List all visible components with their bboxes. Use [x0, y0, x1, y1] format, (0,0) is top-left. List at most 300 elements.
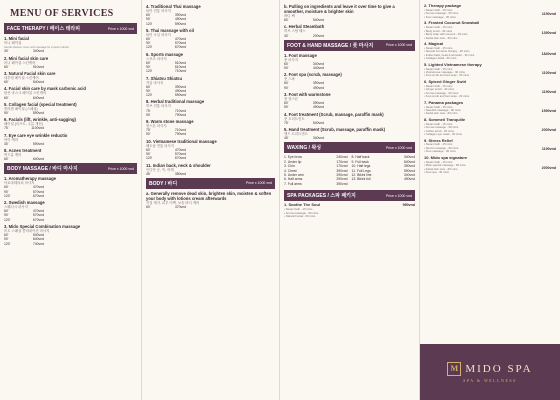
- service-description: Gentle cleanse, toner and massage for a quick refresh.: [4, 46, 70, 50]
- package-line: • Steam bath - 15 mins: [424, 25, 453, 30]
- duration: 90': [284, 66, 289, 71]
- menu-title: MENU OF SERVICES: [10, 8, 114, 19]
- service-name-kr: 페이셜 (리프트, 주름 개선): [4, 122, 43, 127]
- package-line: • Foot massage - 30 mins: [424, 14, 456, 19]
- service-name-kr: 핸드 트리트먼트: [284, 131, 308, 136]
- package-item: [424, 101, 556, 116]
- duration: 90': [146, 152, 151, 157]
- package-line: • Steam bath - 15 mins: [424, 7, 453, 12]
- service-name-kr: 스웨디시 마사지: [4, 205, 28, 210]
- service-name-kr: 베트남 전통 마사지: [146, 143, 175, 148]
- section-header-waxing: WAXING / 왁싱 Price x 1000 vnd: [284, 142, 415, 153]
- price: 470vnd: [32, 209, 44, 214]
- service-name: 5. Hand treatment (Scrub, massage, paraffin mask): [284, 126, 385, 132]
- price-row: [4, 242, 137, 246]
- waxing-price: 590vnd: [403, 168, 415, 173]
- waxing-area: 1. Eye brow: [284, 155, 302, 160]
- waxing-price: 340vnd: [403, 172, 415, 177]
- price: 540vnd: [312, 18, 324, 23]
- price-unit-note: Price x 1000 vnd: [385, 43, 412, 48]
- service-item: [4, 117, 137, 130]
- duration: 60': [284, 81, 289, 86]
- duration: 90': [146, 132, 151, 137]
- waxing-price: 390vnd: [403, 164, 415, 169]
- brand-name: MIDO SPA: [465, 362, 533, 375]
- section-title-kr: 풋 마사지: [352, 42, 374, 49]
- service-name-kr: 타이 전통 마사지: [146, 9, 171, 14]
- duration: 75': [146, 108, 151, 113]
- service-item: [284, 53, 415, 71]
- service-item: [146, 4, 275, 26]
- brand-logo: [447, 362, 532, 376]
- duration: 120': [4, 241, 11, 246]
- waxing-area: 13. Bikini full: [351, 177, 371, 182]
- service-name: 7. Shiatsu Shiatsu: [146, 75, 183, 81]
- price: 710vnd: [174, 108, 186, 113]
- brand-footer: [420, 344, 560, 400]
- service-name: 6. Sports massage: [146, 51, 184, 57]
- waxing-price: 240vnd: [336, 155, 348, 160]
- service-name: 9. Warm stone massage: [146, 119, 194, 125]
- waxing-price: 170vnd: [336, 159, 348, 164]
- service-item: [284, 127, 415, 140]
- package-lines: [424, 161, 466, 175]
- section-title: WAXING: [287, 145, 308, 152]
- column-4: [420, 0, 560, 400]
- package-line: • Foot scrub and foot wrap - 30 mins: [424, 94, 469, 99]
- waxing-price: 390vnd: [336, 168, 348, 173]
- price-row: [284, 105, 415, 109]
- column-2: [142, 0, 280, 400]
- waxing-area: 10. Half legs: [351, 164, 371, 169]
- price: 390vnd: [174, 13, 186, 18]
- duration: 45': [146, 171, 151, 176]
- price: 340vnd: [312, 136, 324, 141]
- service-name: b. Pulling on ingredients and leave it over time to give a smoother, moisture & brighter skin: [284, 4, 395, 15]
- package-name: 5. Lighted Vietnamese therapy: [424, 61, 482, 67]
- package-item: [284, 203, 415, 218]
- package-line: • Facial skin care - 60 mins: [424, 166, 458, 171]
- price: 510vnd: [32, 64, 44, 69]
- price: 790vnd: [174, 132, 186, 137]
- price-row: [4, 111, 137, 115]
- package-line: • Vietnamese massage - 90 mins: [424, 70, 465, 74]
- package-line: • Collagen facial - 60 mins: [424, 56, 457, 61]
- service-name: 7. Eye care eye wrinkle reductio: [4, 132, 68, 138]
- package-line: • Steam bath - 15 mins: [284, 207, 313, 212]
- service-name-kr: 미도 스페셜 콤비네이션 마사지: [4, 229, 50, 233]
- price-unit-note: Price x 1000 vnd: [107, 26, 134, 31]
- price-row: [146, 45, 275, 49]
- section-title: FOOT & HAND MASSAGE: [287, 42, 349, 49]
- price-row: [284, 121, 415, 125]
- service-name: 4. Facial skin care by mask carbonic acid: [4, 86, 86, 92]
- price: 490vnd: [312, 85, 324, 90]
- section-header-spa-packages: SPA PACKAGES / 스파 패키지 Price x 1000 vnd: [284, 190, 415, 201]
- service-item: [146, 76, 275, 98]
- waxing-row: [352, 177, 416, 181]
- price: 470vnd: [32, 185, 44, 190]
- package-line: • Steam bath - 15 mins: [424, 121, 453, 126]
- waxing-area: 5. Under arm: [284, 172, 304, 177]
- price: 890vnd: [32, 110, 44, 115]
- package-line: • Foot massage - 30 mins: [424, 149, 456, 154]
- price: 390vnd: [174, 84, 186, 89]
- service-name-kr: 인디안 등, 목, 어깨: [146, 167, 174, 172]
- price: 540vnd: [312, 120, 324, 125]
- duration: 45': [284, 136, 289, 141]
- duration: 60': [4, 80, 9, 85]
- price-row: [146, 93, 275, 97]
- package-line: • Aroma massage - 60 mins: [284, 210, 319, 215]
- service-name-kr: 아이 케어: [4, 137, 19, 142]
- price: 640vnd: [32, 95, 44, 100]
- column-3: [280, 0, 420, 400]
- package-name: 10. Mido spa signature: [424, 154, 468, 160]
- package-price: 2000vnd: [541, 127, 556, 132]
- package-line: • Coffee scrub - 30 mins: [424, 128, 454, 133]
- service-item: [284, 4, 415, 22]
- package-body: [424, 123, 556, 137]
- duration: 30': [284, 33, 289, 38]
- package-body: [424, 106, 556, 116]
- price-row: [4, 194, 137, 198]
- price: 1100vnd: [31, 126, 44, 131]
- package-line: • Steam bath - 15 mins: [424, 83, 453, 88]
- service-item: [146, 28, 275, 50]
- package-line: • Collagen eye mask - 30 mins: [424, 132, 462, 137]
- service-name-kr: 풋 마사지: [284, 57, 299, 62]
- service-name: 8. Herbal traditional massage: [146, 99, 205, 105]
- package-lines: [424, 106, 461, 116]
- service-name-kr: 각질 제거, 피부 미백, 보습 바디 케어: [146, 200, 200, 205]
- price-row: [146, 156, 275, 160]
- price: 590vnd: [174, 21, 186, 26]
- package-line: • Steam bath - 15 mins: [424, 66, 453, 71]
- price: 490vnd: [174, 88, 186, 93]
- price: 470vnd: [174, 36, 186, 41]
- section-title-kr: 페이스 테라피: [49, 26, 81, 32]
- service-name: 4. Traditional Thai massage: [146, 4, 201, 9]
- price: 340vnd: [312, 61, 324, 66]
- package-body: [424, 9, 556, 19]
- massage-list-continued: [146, 4, 275, 176]
- duration: 120': [146, 69, 153, 74]
- service-name-kr: 풋 핫스톤: [284, 97, 299, 101]
- package-body: [424, 85, 556, 99]
- service-name: 5. Thai massage with oil: [146, 27, 194, 33]
- price-row: [4, 49, 137, 53]
- duration: 90': [4, 110, 9, 115]
- price: 540vnd: [32, 80, 44, 85]
- body-treatments-continued: [284, 4, 415, 38]
- price-unit-note: Price x 1000 vnd: [245, 181, 272, 186]
- duration: 60': [146, 84, 151, 89]
- duration: 90': [4, 189, 9, 194]
- waxing-list-left: [284, 155, 348, 186]
- service-item: [4, 71, 137, 84]
- service-item: [4, 133, 137, 146]
- package-price: 990vnd: [402, 203, 415, 208]
- duration: 90': [146, 112, 151, 117]
- package-line: • Swedish massage - 90 mins: [424, 107, 461, 112]
- price: 710vnd: [174, 69, 186, 74]
- waxing-list-right: [352, 155, 416, 186]
- service-item: [284, 92, 415, 110]
- waxing-area: 4. Chest: [284, 168, 297, 173]
- brand-tagline: SPA & WELLNESS: [463, 377, 517, 383]
- service-name: 2. Swedish massage: [4, 200, 45, 206]
- package-line: • Special hot stone therapy - 90 mins: [424, 49, 470, 54]
- package-line: • Facial skin care - 60 mins: [424, 111, 458, 116]
- service-name-kr: 미니 페이셜: [4, 41, 22, 46]
- waxing-area: 11. Full Legs: [351, 168, 371, 173]
- package-line: • Facial skin care - 60 mins: [424, 35, 458, 40]
- price: 590vnd: [174, 93, 186, 98]
- body-treatment-item: [146, 191, 275, 209]
- duration: 60': [4, 233, 9, 238]
- package-line: • Steam bath - 15 mins: [424, 104, 453, 109]
- package-line: • Aroma massage - 90 mins: [424, 125, 459, 130]
- waxing-area: 8. Half back: [351, 155, 370, 160]
- duration: 60': [146, 147, 151, 152]
- price: 570vnd: [174, 152, 186, 157]
- price-row: [284, 18, 415, 22]
- price-unit-note: Price x 1000 vnd: [385, 145, 412, 150]
- package-line: • Steam bath - 15 mins: [424, 142, 453, 147]
- package-line: • Natural Facial - 60 mins: [284, 214, 316, 219]
- package-body: [424, 161, 556, 175]
- waxing-grid: [284, 155, 415, 186]
- package-price: 1100vnd: [541, 70, 556, 75]
- package-item: [424, 4, 556, 19]
- package-line: • Body wrap with coconut - 30 mins: [424, 32, 468, 37]
- duration: 120': [146, 45, 153, 50]
- service-name: 2. Foot spa (scrub, massage): [284, 72, 342, 78]
- face-therapy-list: [4, 36, 137, 161]
- package-line: • Foot scrub and foot wrap - 30 mins: [424, 73, 469, 78]
- duration: 120': [146, 93, 153, 98]
- price-row: [146, 132, 275, 136]
- duration: 60': [146, 60, 151, 65]
- waxing-row: [284, 182, 348, 186]
- price: 390vnd: [312, 81, 324, 86]
- price-row: [146, 69, 275, 73]
- price: 670vnd: [174, 156, 186, 161]
- duration: 90': [284, 105, 289, 110]
- duration: 60': [146, 205, 151, 210]
- duration: 60': [146, 36, 151, 41]
- price: 640vnd: [32, 237, 44, 242]
- service-name-kr: 핫스톤 마사지: [146, 124, 167, 129]
- price: 490vnd: [312, 105, 324, 110]
- package-name: 1. Soothe The Soul: [284, 202, 321, 208]
- package-lines: [424, 26, 468, 40]
- duration: 60': [146, 13, 151, 18]
- service-item: [146, 139, 275, 161]
- package-price: 1190vnd: [541, 12, 556, 17]
- package-line: • Sports massage - 90 mins: [424, 145, 459, 150]
- price-row: [284, 136, 415, 140]
- package-lines: [424, 143, 458, 153]
- price: 470vnd: [174, 205, 186, 210]
- duration: 90': [146, 41, 151, 46]
- price-row: [284, 66, 415, 70]
- price-row: [4, 126, 137, 130]
- package-lines: [424, 47, 474, 61]
- package-name: 8. Sommeil Tranquille: [424, 116, 466, 122]
- section-title: BODY MASSAGE: [7, 166, 49, 173]
- service-item: [4, 86, 137, 99]
- section-title-kr: 스파 패키지: [330, 193, 356, 200]
- waxing-area: 7. Full arms: [284, 181, 302, 186]
- service-name: 2. Mini facial skin care: [4, 55, 49, 61]
- price-row: [146, 22, 275, 26]
- package-name: 3. Frosted Coconut Snowball: [424, 20, 480, 26]
- package-price: 1390vnd: [541, 31, 556, 36]
- service-name-kr: 미니 페이셜 스킨케어: [4, 60, 36, 65]
- duration: 90': [146, 17, 151, 22]
- body-massage-list: [4, 176, 137, 246]
- price-row: [146, 172, 275, 176]
- waxing-area: 9. Full back: [351, 159, 369, 164]
- price: 340vnd: [32, 49, 44, 54]
- package-name: 4. Magical: [424, 40, 444, 46]
- price: 440vnd: [312, 66, 324, 71]
- service-item: [4, 224, 137, 246]
- section-title: BODY: [149, 180, 164, 187]
- price: 390vnd: [312, 101, 324, 106]
- package-body: [424, 47, 556, 61]
- service-item: [284, 24, 415, 37]
- package-price: 2000vnd: [541, 165, 556, 170]
- duration: 60': [4, 64, 9, 69]
- package-lines: [424, 9, 458, 19]
- service-name: 8. Acnes treatment: [4, 147, 42, 153]
- service-name: 6. Facials (lift, wrinkle, anti-sagging): [4, 117, 76, 123]
- price: 590vnd: [32, 141, 44, 146]
- service-item: [4, 102, 137, 115]
- price: 470vnd: [174, 147, 186, 152]
- package-item: [424, 139, 556, 154]
- waxing-price: 390vnd: [336, 181, 348, 186]
- service-name-kr: 지압 마사지: [146, 80, 164, 85]
- duration: 75': [146, 128, 151, 133]
- service-name-kr: 콜라겐 페이셜 (스페셜): [4, 106, 38, 111]
- service-name: 1. Aromatherapy massage: [4, 176, 56, 182]
- service-item: [4, 200, 137, 222]
- package-line: • Foot spa - 30 mins: [424, 170, 449, 175]
- package-body: [424, 68, 556, 78]
- price: 200vnd: [312, 33, 324, 38]
- price: 670vnd: [32, 193, 44, 198]
- price-row: [4, 65, 137, 69]
- waxing-price: 490vnd: [403, 177, 415, 182]
- price: 610vnd: [174, 65, 186, 70]
- package-line: • Mido special massage - 90 mins: [424, 163, 466, 168]
- service-name-kr: 타이 오일 마사지: [146, 32, 171, 37]
- waxing-area: 3. Chin: [284, 164, 295, 169]
- service-name: 4. Foot treatment (Scrub, massage, paraffin mask): [284, 111, 384, 117]
- waxing-area: 12. Bikini line: [351, 172, 372, 177]
- price: 570vnd: [32, 213, 44, 218]
- price: 570vnd: [174, 41, 186, 46]
- logo-mark-icon: M: [447, 362, 461, 376]
- service-name-kr: 내추럴 페이셜 스킨케어: [4, 76, 39, 81]
- duration: 60': [284, 18, 289, 23]
- section-title: SPA PACKAGES: [287, 193, 327, 200]
- section-header-foot-hand: FOOT & HAND MASSAGE / 풋 마사지 Price x 1000 vnd: [284, 40, 415, 51]
- price-unit-note: Price x 1000 vnd: [385, 193, 412, 198]
- package-name: 9. Stress Relief: [424, 137, 453, 143]
- section-header-body-massage: BODY MASSAGE / 바디 마사지 Price x 1000 vnd: [4, 163, 137, 174]
- service-item: [4, 176, 137, 198]
- package-name: 6. Spiced Ginger Swirl: [424, 78, 467, 84]
- price-row: [4, 142, 137, 146]
- column-1: [0, 0, 142, 400]
- package-item: [424, 156, 556, 175]
- price: 350vnd: [174, 171, 186, 176]
- duration: 120': [4, 193, 11, 198]
- package-line: • Ginger scrub - 30 mins: [424, 87, 455, 92]
- package-body: [424, 143, 556, 153]
- price-row: [284, 34, 415, 38]
- service-item: [4, 56, 137, 69]
- section-title: FACE THERAPY: [7, 26, 46, 32]
- price: 670vnd: [174, 45, 186, 50]
- price: 510vnd: [174, 60, 186, 65]
- service-name: 3. Foot with warmstone: [284, 91, 331, 97]
- duration: 90': [284, 85, 289, 90]
- duration: 90': [4, 237, 9, 242]
- price: 490vnd: [174, 17, 186, 22]
- service-name-kr: 스포츠 마사지: [146, 56, 167, 61]
- price-row: [146, 205, 275, 209]
- price: 640vnd: [32, 157, 44, 161]
- duration: 30': [4, 49, 9, 54]
- waxing-price: 340vnd: [403, 155, 415, 160]
- duration: 90': [4, 213, 9, 218]
- price: 710vnd: [174, 128, 186, 133]
- waxing-area: 6. Half arms: [284, 177, 303, 182]
- section-header-face-therapy: FACE THERAPY / 페이스 테라피 Price x 1000 vnd: [4, 23, 137, 34]
- duration: 75': [4, 126, 9, 131]
- service-item: [284, 72, 415, 90]
- price-row: [4, 96, 137, 100]
- service-name-kr: 허브 전통 마사지: [146, 104, 171, 109]
- duration: 90': [146, 65, 151, 70]
- service-name-kr: 여드름 케어: [4, 152, 22, 157]
- service-name-kr: 허브 스팀 배스: [284, 29, 306, 34]
- package-line: • Steam bath - 15 mins: [424, 159, 453, 164]
- waxing-price: 290vnd: [336, 172, 348, 177]
- price-row: [4, 80, 137, 84]
- section-header-body: BODY / 바디 Price x 1000 vnd: [146, 178, 275, 189]
- service-item: [146, 163, 275, 176]
- package-lines: [424, 123, 462, 137]
- package-line: • Steam bath - 15 mins: [424, 45, 453, 50]
- price-unit-note: Price x 1000 vnd: [107, 166, 134, 171]
- price-row: [146, 113, 275, 117]
- service-name: 1. Mini facial: [4, 36, 29, 41]
- waxing-price: 170vnd: [336, 164, 348, 169]
- waxing-area: 2. Under lip: [284, 159, 302, 164]
- service-name-kr: 탄산 마스크 페이셜 스킨케어: [4, 91, 47, 96]
- duration: 120': [146, 21, 153, 26]
- price: 540vnd: [32, 233, 44, 238]
- service-name: 11. Indian back, neck & shoulder: [146, 162, 211, 168]
- price-row: [4, 157, 137, 161]
